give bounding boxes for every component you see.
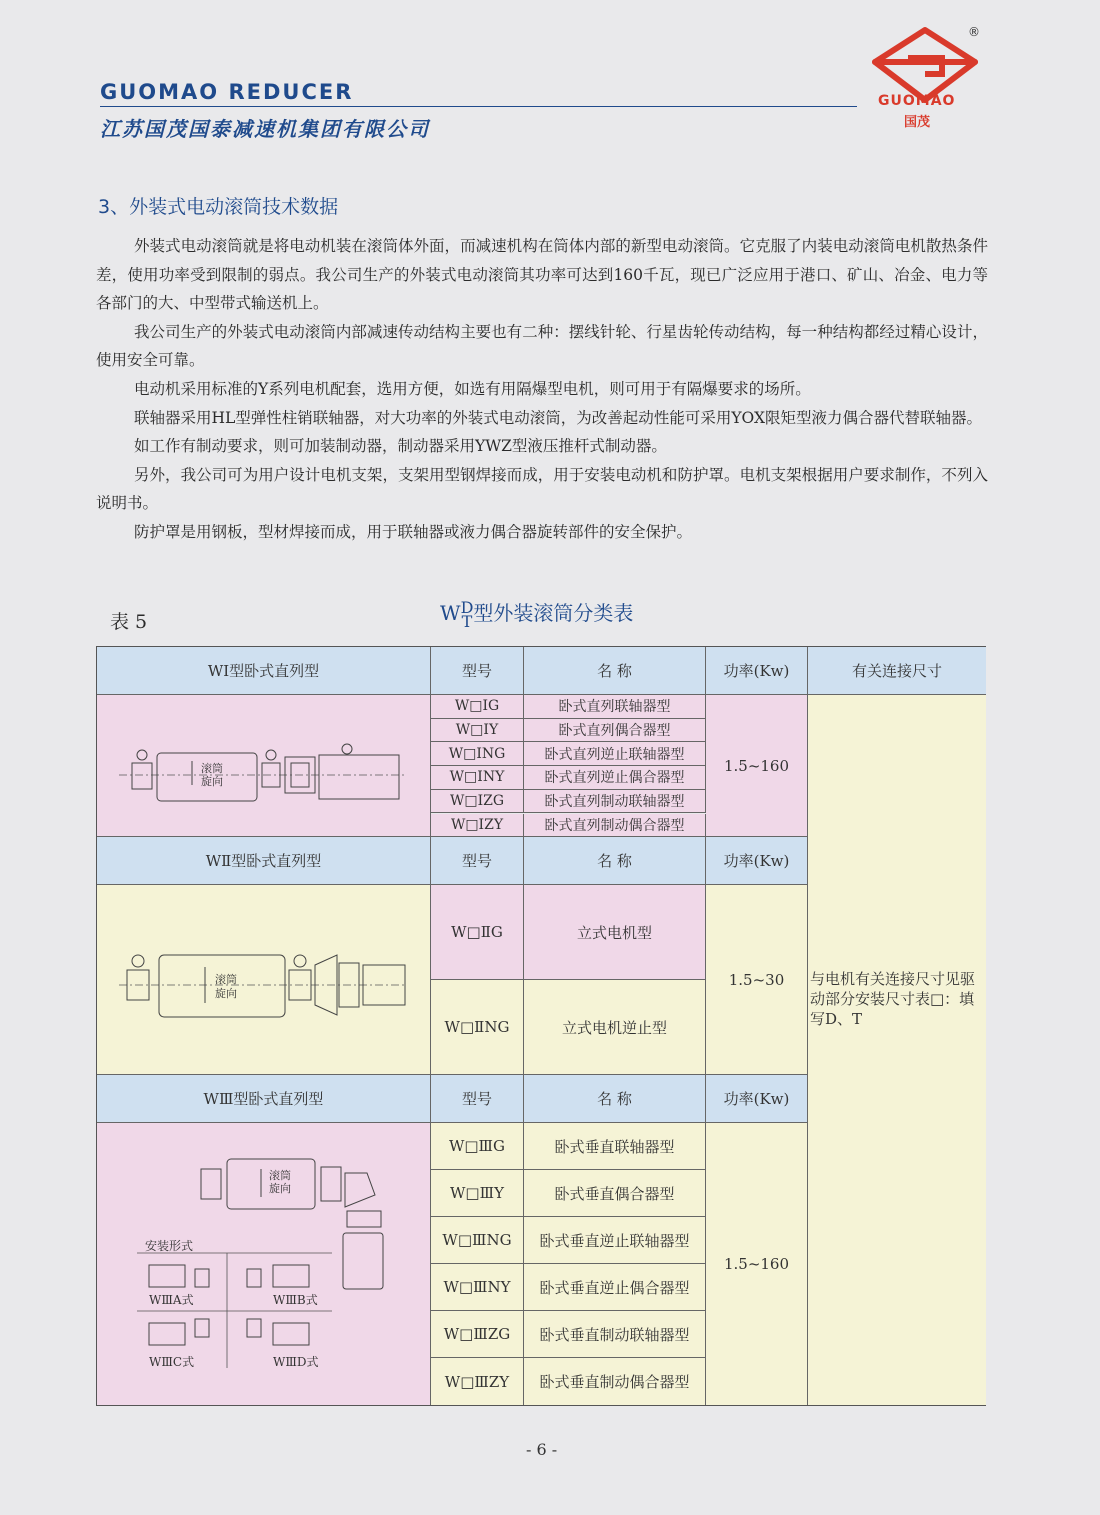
paragraph: 另外，我公司可为用户设计电机支架，支架用型钢焊接而成，用于安装电动机和防护罩。电机支架根据用户要求制作，不列入说明书。 [96, 465, 988, 513]
paragraph: 电动机采用标准的Y系列电机配套，选用方便，如选有用隔爆型电机，则可用于有隔爆要求的场所。 [134, 379, 811, 398]
col-power-header: 功率(Kw) [706, 647, 808, 695]
section-1-power: 1.5~160 [706, 695, 808, 837]
drum-label-line1: 滚筒 [215, 973, 237, 986]
model-cell: W□ⅡNG [431, 980, 524, 1075]
table-title-sup: D [460, 597, 474, 617]
col-model-header: 型号 [431, 1075, 524, 1123]
install-form-b: WⅢB式 [273, 1293, 318, 1307]
drum-label-line1: 滚筒 [269, 1169, 291, 1182]
name-cell: 卧式直列偶合器型 [524, 719, 706, 743]
section-3-diagram [97, 1123, 431, 1405]
table-title-suffix: 型外装滚筒分类表 [473, 601, 634, 625]
model-cell: W□ⅠNY [431, 766, 524, 790]
name-cell: 立式电机逆止型 [524, 980, 706, 1075]
model-cell: W□ⅢY [431, 1170, 524, 1217]
logo-text: GUOMAO [878, 93, 956, 109]
paragraph: 外装式电动滚筒就是将电动机装在滚筒体外面，而减速机构在筒体内部的新型电动滚筒。它克服了内装电动滚筒电机散热条件差，使用功率受到限制的弱点。我公司生产的外装式电动滚筒其功率可达到160千瓦，现已广泛应用于港口、矿山、冶金、电力等各部门的大、中型带式输送机上。 [96, 237, 988, 313]
related-note: 与电机有关连接尺寸见驱动部分安装尺寸表□：填写D、T [810, 970, 976, 1028]
model-cell: W□ⅢG [431, 1123, 524, 1170]
drum-drawing-2 [97, 885, 431, 1075]
model-cell: W□ⅢNY [431, 1264, 524, 1311]
install-form-d: WⅢD式 [273, 1355, 319, 1369]
table-title [440, 597, 633, 629]
registered-mark: ® [968, 25, 980, 39]
logo-cn-text: 国茂 [904, 115, 931, 130]
paragraph: 联轴器采用HL型弹性柱销联轴器，对大功率的外装式电动滚筒，为改善起动性能可采用YOX限矩型液力偶合器代替联轴器。 [134, 408, 983, 427]
model-cell: W□ⅠNG [431, 742, 524, 766]
section-title: 3、外装式电动滚筒技术数据 [98, 196, 339, 218]
section-1-title: WⅠ型卧式直列型 [97, 647, 431, 695]
classification-table [96, 646, 986, 1406]
drum-drawing-3 [97, 1123, 431, 1405]
header-rule [100, 106, 857, 107]
model-cell: W□ⅠZG [431, 790, 524, 814]
col-related-header: 有关连接尺寸 [808, 647, 986, 695]
table-title-fraction [460, 597, 474, 631]
name-cell: 卧式垂直制动联轴器型 [524, 1311, 706, 1358]
name-cell: 卧式直列制动偶合器型 [524, 814, 706, 838]
name-cell: 卧式垂直联轴器型 [524, 1123, 706, 1170]
model-cell: W□ⅠY [431, 719, 524, 743]
drum-label-line2: 旋向 [269, 1182, 291, 1195]
col-name-header: 名 称 [524, 647, 706, 695]
section-2-title: WⅡ型卧式直列型 [97, 837, 431, 885]
table-title-sub: T [461, 611, 473, 631]
name-cell: 卧式直列联轴器型 [524, 695, 706, 719]
col-model-header: 型号 [431, 647, 524, 695]
section-3-power: 1.5~160 [706, 1123, 808, 1405]
drum-label-line2: 旋向 [215, 987, 237, 1000]
model-cell: W□ⅢZG [431, 1311, 524, 1358]
brand-name: GUOMAO REDUCER [100, 80, 354, 104]
model-cell: W□ⅢNG [431, 1217, 524, 1264]
model-cell: W□ⅢZY [431, 1358, 524, 1405]
col-power-header: 功率(Kw) [706, 837, 808, 885]
body-text [96, 232, 988, 547]
col-power-header: 功率(Kw) [706, 1075, 808, 1123]
name-cell: 立式电机型 [524, 885, 706, 980]
name-cell: 卧式垂直逆止偶合器型 [524, 1264, 706, 1311]
guomao-logo [860, 22, 990, 132]
model-cell: W□ⅠZY [431, 814, 524, 838]
col-name-header: 名 称 [524, 837, 706, 885]
related-column [808, 695, 986, 1405]
name-cell: 卧式垂直偶合器型 [524, 1170, 706, 1217]
name-cell: 卧式垂直逆止联轴器型 [524, 1217, 706, 1264]
name-cell: 卧式垂直制动偶合器型 [524, 1358, 706, 1405]
company-name: 江苏国茂国泰减速机集团有限公司 [100, 117, 430, 141]
drum-drawing-1 [97, 695, 431, 837]
name-cell: 卧式直列逆止联轴器型 [524, 742, 706, 766]
model-cell: W□ⅡG [431, 885, 524, 980]
name-cell: 卧式直列制动联轴器型 [524, 790, 706, 814]
paragraph: 如工作有制动要求，则可加装制动器，制动器采用YWZ型液压推杆式制动器。 [134, 437, 667, 456]
model-cell: W□ⅠG [431, 695, 524, 719]
drum-label-line2: 旋向 [201, 775, 223, 788]
install-form-c: WⅢC式 [149, 1355, 195, 1369]
section-2-power: 1.5~30 [706, 885, 808, 1075]
drum-label-line1: 滚筒 [201, 762, 223, 775]
install-form-a: WⅢA式 [149, 1293, 194, 1307]
col-name-header: 名 称 [524, 1075, 706, 1123]
paragraph: 我公司生产的外装式电动滚筒内部减速传动结构主要也有二种：摆线针轮、行星齿轮传动结构，每一种结构都经过精心设计，使用安全可靠。 [96, 322, 988, 370]
table-label: 表 5 [110, 611, 148, 633]
section-2-diagram [97, 885, 431, 1075]
name-cell: 卧式直列逆止偶合器型 [524, 766, 706, 790]
page-number: - 6 - [526, 1440, 558, 1459]
section-1-diagram [97, 695, 431, 837]
table-title-prefix: W [440, 601, 461, 625]
section-3-title: WⅢ型卧式直列型 [97, 1075, 431, 1123]
install-form-label: 安装形式 [145, 1239, 194, 1253]
paragraph: 防护罩是用钢板，型材焊接而成，用于联轴器或液力偶合器旋转部件的安全保护。 [134, 522, 693, 541]
col-model-header: 型号 [431, 837, 524, 885]
